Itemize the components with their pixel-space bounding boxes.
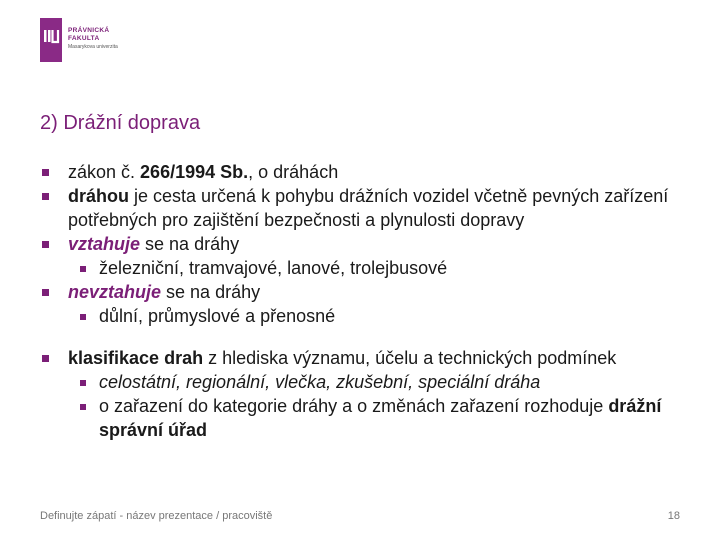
sub-bullet-item [40, 256, 700, 280]
logo-text [68, 27, 118, 51]
item-text: železniční, tramvajové, lanové, trolejbusové [99, 258, 448, 278]
bullet-item [40, 280, 700, 304]
bullet-item [40, 232, 700, 256]
item-text: je cesta určená k pohybu drážních vozidel včetně pevných zařízení potřebných pro zajištění bezpečnosti a plynulosti dopravy [68, 186, 669, 230]
term-bold: klasifikace drah [68, 348, 204, 368]
spacer [40, 328, 700, 346]
slide-content [40, 160, 700, 442]
term-accent: vztahuje [68, 234, 141, 254]
item-text: zákon č. [68, 162, 141, 182]
sub-bullet-item [40, 370, 700, 394]
term-bold: drážní správní úřad [99, 396, 662, 440]
footer-text: Definujte zápatí - název prezentace / pracoviště [40, 510, 273, 522]
square-bullet-icon [80, 314, 86, 320]
item-text: o zařazení do kategorie dráhy a o změnách zařazení rozhoduje [99, 396, 609, 416]
square-bullet-icon [42, 355, 49, 362]
faculty-logo [40, 18, 118, 62]
page-number: 18 [667, 510, 680, 522]
logo-line-1: PRÁVNICKÁ [68, 27, 110, 34]
logo-mark-icon [40, 18, 62, 62]
term-accent: nevztahuje [68, 282, 162, 302]
bullet-item [40, 160, 700, 184]
square-bullet-icon [42, 289, 49, 296]
item-text-italic: celostátní, regionální, vlečka, zkušební, speciální dráha [99, 372, 541, 392]
bullet-item [40, 184, 700, 232]
square-bullet-icon [80, 404, 86, 410]
slide-title: 2) Drážní doprava [40, 112, 201, 134]
square-bullet-icon [42, 241, 49, 248]
law-number: 266/1994 Sb. [140, 162, 249, 182]
item-text: , o dráhách [248, 162, 339, 182]
item-text: důlní, průmyslové a přenosné [99, 306, 336, 326]
square-bullet-icon [80, 380, 86, 386]
item-text: z hlediska významu, účelu a technických podmínek [203, 348, 617, 368]
sub-bullet-item [40, 394, 700, 442]
sub-bullet-item [40, 304, 700, 328]
item-text: se na dráhy [140, 234, 240, 254]
term-bold: dráhou [68, 186, 129, 206]
logo-line-2: FAKULTA [68, 35, 100, 42]
logo-line-3: Masarykova univerzita [68, 44, 118, 50]
square-bullet-icon [42, 193, 49, 200]
square-bullet-icon [80, 266, 86, 272]
bullet-item [40, 346, 700, 370]
item-text: se na dráhy [161, 282, 261, 302]
square-bullet-icon [42, 169, 49, 176]
